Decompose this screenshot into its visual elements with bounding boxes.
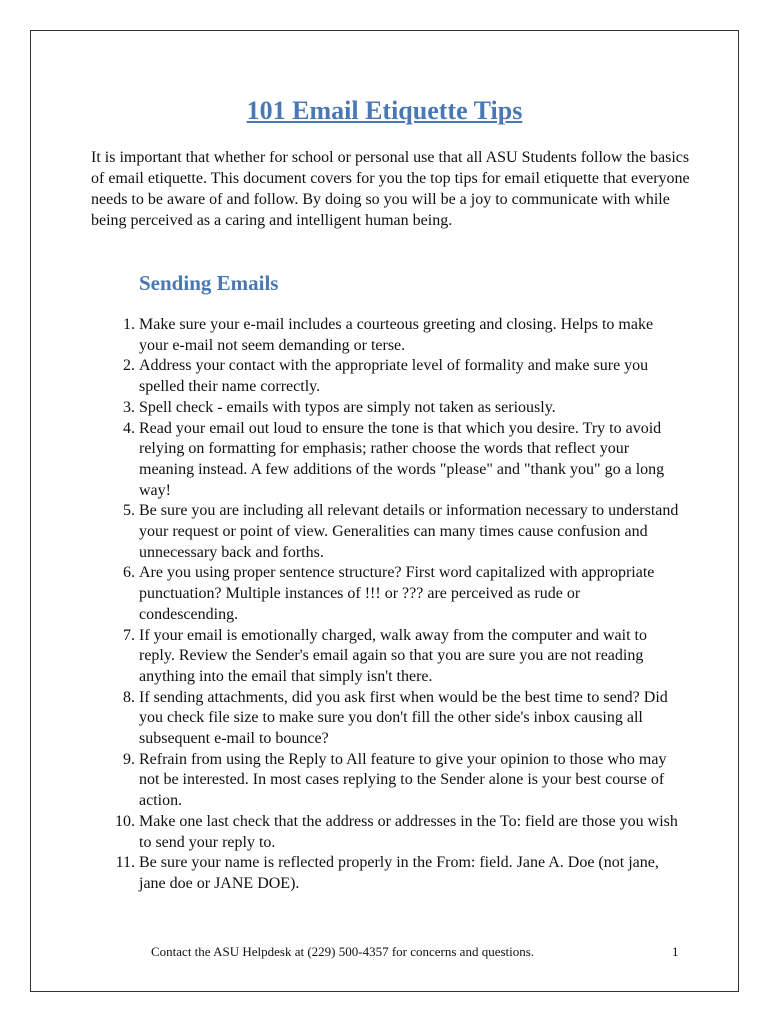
list-item	[91, 750, 681, 812]
list-item	[91, 688, 681, 750]
list-item-text: Be sure you are including all relevant details or information necessary to understand your request or point of view. Generalities can many times cause confusion and unnecessary back and forths.	[139, 502, 679, 561]
list-item-text: If sending attachments, did you ask first when would be the best time to send? Did you check file size to make sure you don't fill the other side's inbox causing all subsequent e-mail to bounce?	[139, 688, 668, 748]
document-page	[30, 30, 739, 992]
list-item-text: Make sure your e-mail includes a courteous greeting and closing. Helps to make your e-mail not seem demanding or terse.	[139, 316, 654, 354]
list-item	[91, 315, 681, 356]
page-number: 1	[672, 944, 679, 959]
list-item	[91, 356, 681, 397]
list-item	[91, 501, 681, 563]
list-item-number: 7.	[123, 626, 135, 644]
document-title: 101 Email Etiquette Tips	[246, 96, 523, 125]
list-item	[91, 419, 681, 502]
list-item-number: 1.	[123, 316, 135, 333]
list-item-text: Refrain from using the Reply to All feature to give your opinion to those who may not be interested. In most cases replying to the Sender alone is your best course of action.	[139, 750, 667, 810]
list-item	[91, 812, 681, 853]
section-heading: Sending Emails	[139, 271, 279, 295]
list-item-text: Read your email out loud to ensure the tone is that which you desire. Try to avoid relying on formatting for emphasis; rather choose the words that reflect your meaning instead. A few additions of the words "please" and "thank you" go a long way!	[139, 419, 665, 499]
list-item-text: Address your contact with the appropriate level of formality and make sure you spelled their name correctly.	[139, 357, 649, 396]
list-item-text: Spell check - emails with typos are simply not taken as seriously.	[139, 398, 556, 416]
tips-list	[91, 315, 681, 895]
list-item-text: Make one last check that the address or addresses in the To: field are those you wish to send your reply to.	[139, 812, 678, 851]
intro-paragraph: It is important that whether for school or personal use that all ASU Students follow the basics of email etiquette. This document covers for you the top tips for email etiquette that everyone needs to be aware of and follow. By doing so you will be a joy to communicate with while being perceived as a caring and intelligent human being.	[91, 149, 690, 229]
list-item-text: If your email is emotionally charged, walk away from the computer and wait to reply. Review the Sender's email again so that you are sure you are not reading anything into the email that simply isn't there.	[139, 626, 647, 685]
list-item-number: 5.	[123, 502, 135, 520]
page-footer: Contact the ASU Helpdesk at (229) 500-4357 for concerns and questions.	[151, 944, 535, 959]
list-item-number: 3.	[123, 398, 135, 416]
list-item-number: 8.	[123, 688, 135, 706]
list-item-number: 10.	[115, 812, 135, 830]
list-item	[91, 563, 681, 625]
list-item	[91, 398, 681, 419]
list-item-number: 9.	[123, 750, 135, 768]
list-item-number: 11.	[115, 854, 135, 872]
list-item	[91, 626, 681, 688]
list-item-text: Are you using proper sentence structure? First word capitalized with appropriate punctuation? Multiple instances of !!! or ??? are perceived as rude or condescending.	[139, 564, 655, 623]
list-item-number: 2.	[123, 357, 135, 375]
list-item-number: 6.	[123, 564, 135, 582]
list-item-number: 4.	[123, 419, 135, 437]
list-item-text: Be sure your name is reflected properly in the From: field. Jane A. Doe (not jane, jane doe or JANE DOE).	[139, 854, 659, 892]
list-item	[91, 853, 681, 894]
